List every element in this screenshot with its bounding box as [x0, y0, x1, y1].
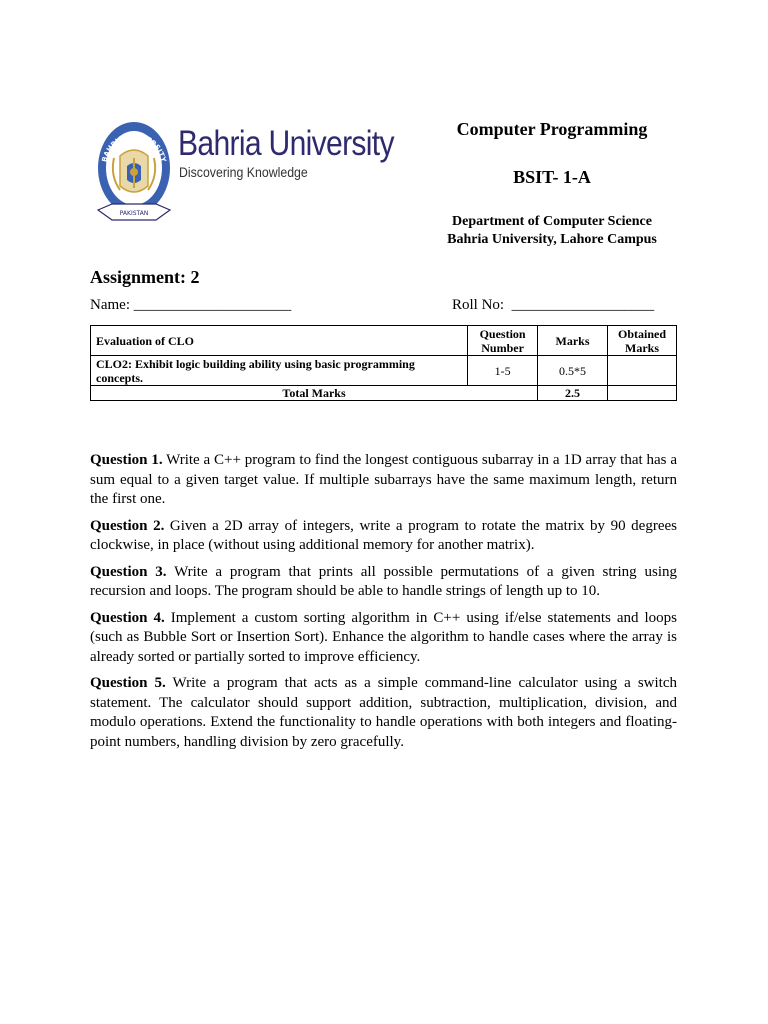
name-field: Name: _____________________ [90, 297, 292, 313]
question-label: Question 2. [90, 517, 165, 534]
campus-name: Bahria University, Lahore Campus [447, 232, 657, 247]
question-2 [90, 517, 677, 556]
university-name: Bahria University [178, 124, 394, 163]
question-label: Question 1. [90, 452, 163, 468]
header-question-number: Question Number [468, 326, 538, 356]
seal-text-top: BAHRIA UNIVERSITY [100, 131, 168, 163]
university-seal-logo [94, 116, 174, 228]
clo-cell: CLO2: Exhibit logic building ability using basic programming concepts. [91, 356, 468, 386]
department-name: Department of Computer Science [452, 214, 652, 229]
question-4 [90, 609, 677, 668]
evaluation-table [90, 325, 677, 401]
question-text: Implement a custom sorting algorithm in C++ using if/else statements and loops (such as Bubble Sort or Insertion Sort). Enhance the algorithm to handle cases where the array is already sorted or partially sorted to improve efficiency. [90, 609, 677, 665]
table-row [91, 356, 677, 386]
question-text: Write a C++ program to find the longest contiguous subarray in a 1D array that has a sum equal to a given target value. If multiple subarrays have the same maximum length, return the first one. [90, 452, 677, 507]
assignment-title: Assignment: 2 [90, 267, 200, 287]
question-5 [90, 674, 677, 752]
header-marks: Marks [538, 326, 608, 356]
total-marks-value: 2.5 [538, 386, 608, 401]
header-obtained-marks: Obtained Marks [608, 326, 677, 356]
question-label: Question 5. [90, 675, 166, 691]
question-text: Write a program that prints all possible permutations of a given string using recursion and loops. The program should be able to handle strings of length up to 10. [90, 563, 677, 599]
header-evaluation-of-clo: Evaluation of CLO [91, 326, 468, 356]
seal-text-bottom: PAKISTAN [119, 210, 149, 217]
total-row [91, 386, 677, 401]
question-number-cell: 1-5 [468, 356, 538, 386]
course-title: Computer Programming [456, 119, 648, 139]
total-obtained-cell [608, 386, 677, 401]
question-1 [90, 451, 677, 510]
table-header-row [91, 326, 677, 356]
questions-list [90, 451, 677, 759]
question-text: Write a program that acts as a simple command-line calculator using a switch statement. The calculator should support addition, subtraction, multiplication, division, and modulo operations. Extend the functionality to handle operations with both integers and floating-point numbers, handling division by zero gracefully. [90, 675, 677, 750]
section-title: BSIT- 1-A [513, 167, 591, 187]
university-tagline: Discovering Knowledge [179, 164, 308, 180]
marks-cell: 0.5*5 [538, 356, 608, 386]
total-marks-label: Total Marks [91, 386, 538, 401]
question-label: Question 4. [90, 609, 165, 626]
question-text: Given a 2D array of integers, write a program to rotate the matrix by 90 degrees clockwise, in place (without using additional memory for another matrix). [90, 517, 677, 553]
roll-number-field: Roll No: ___________________ [452, 297, 655, 313]
question-3 [90, 563, 677, 602]
obtained-marks-cell [608, 356, 677, 386]
question-label: Question 3. [90, 563, 167, 580]
